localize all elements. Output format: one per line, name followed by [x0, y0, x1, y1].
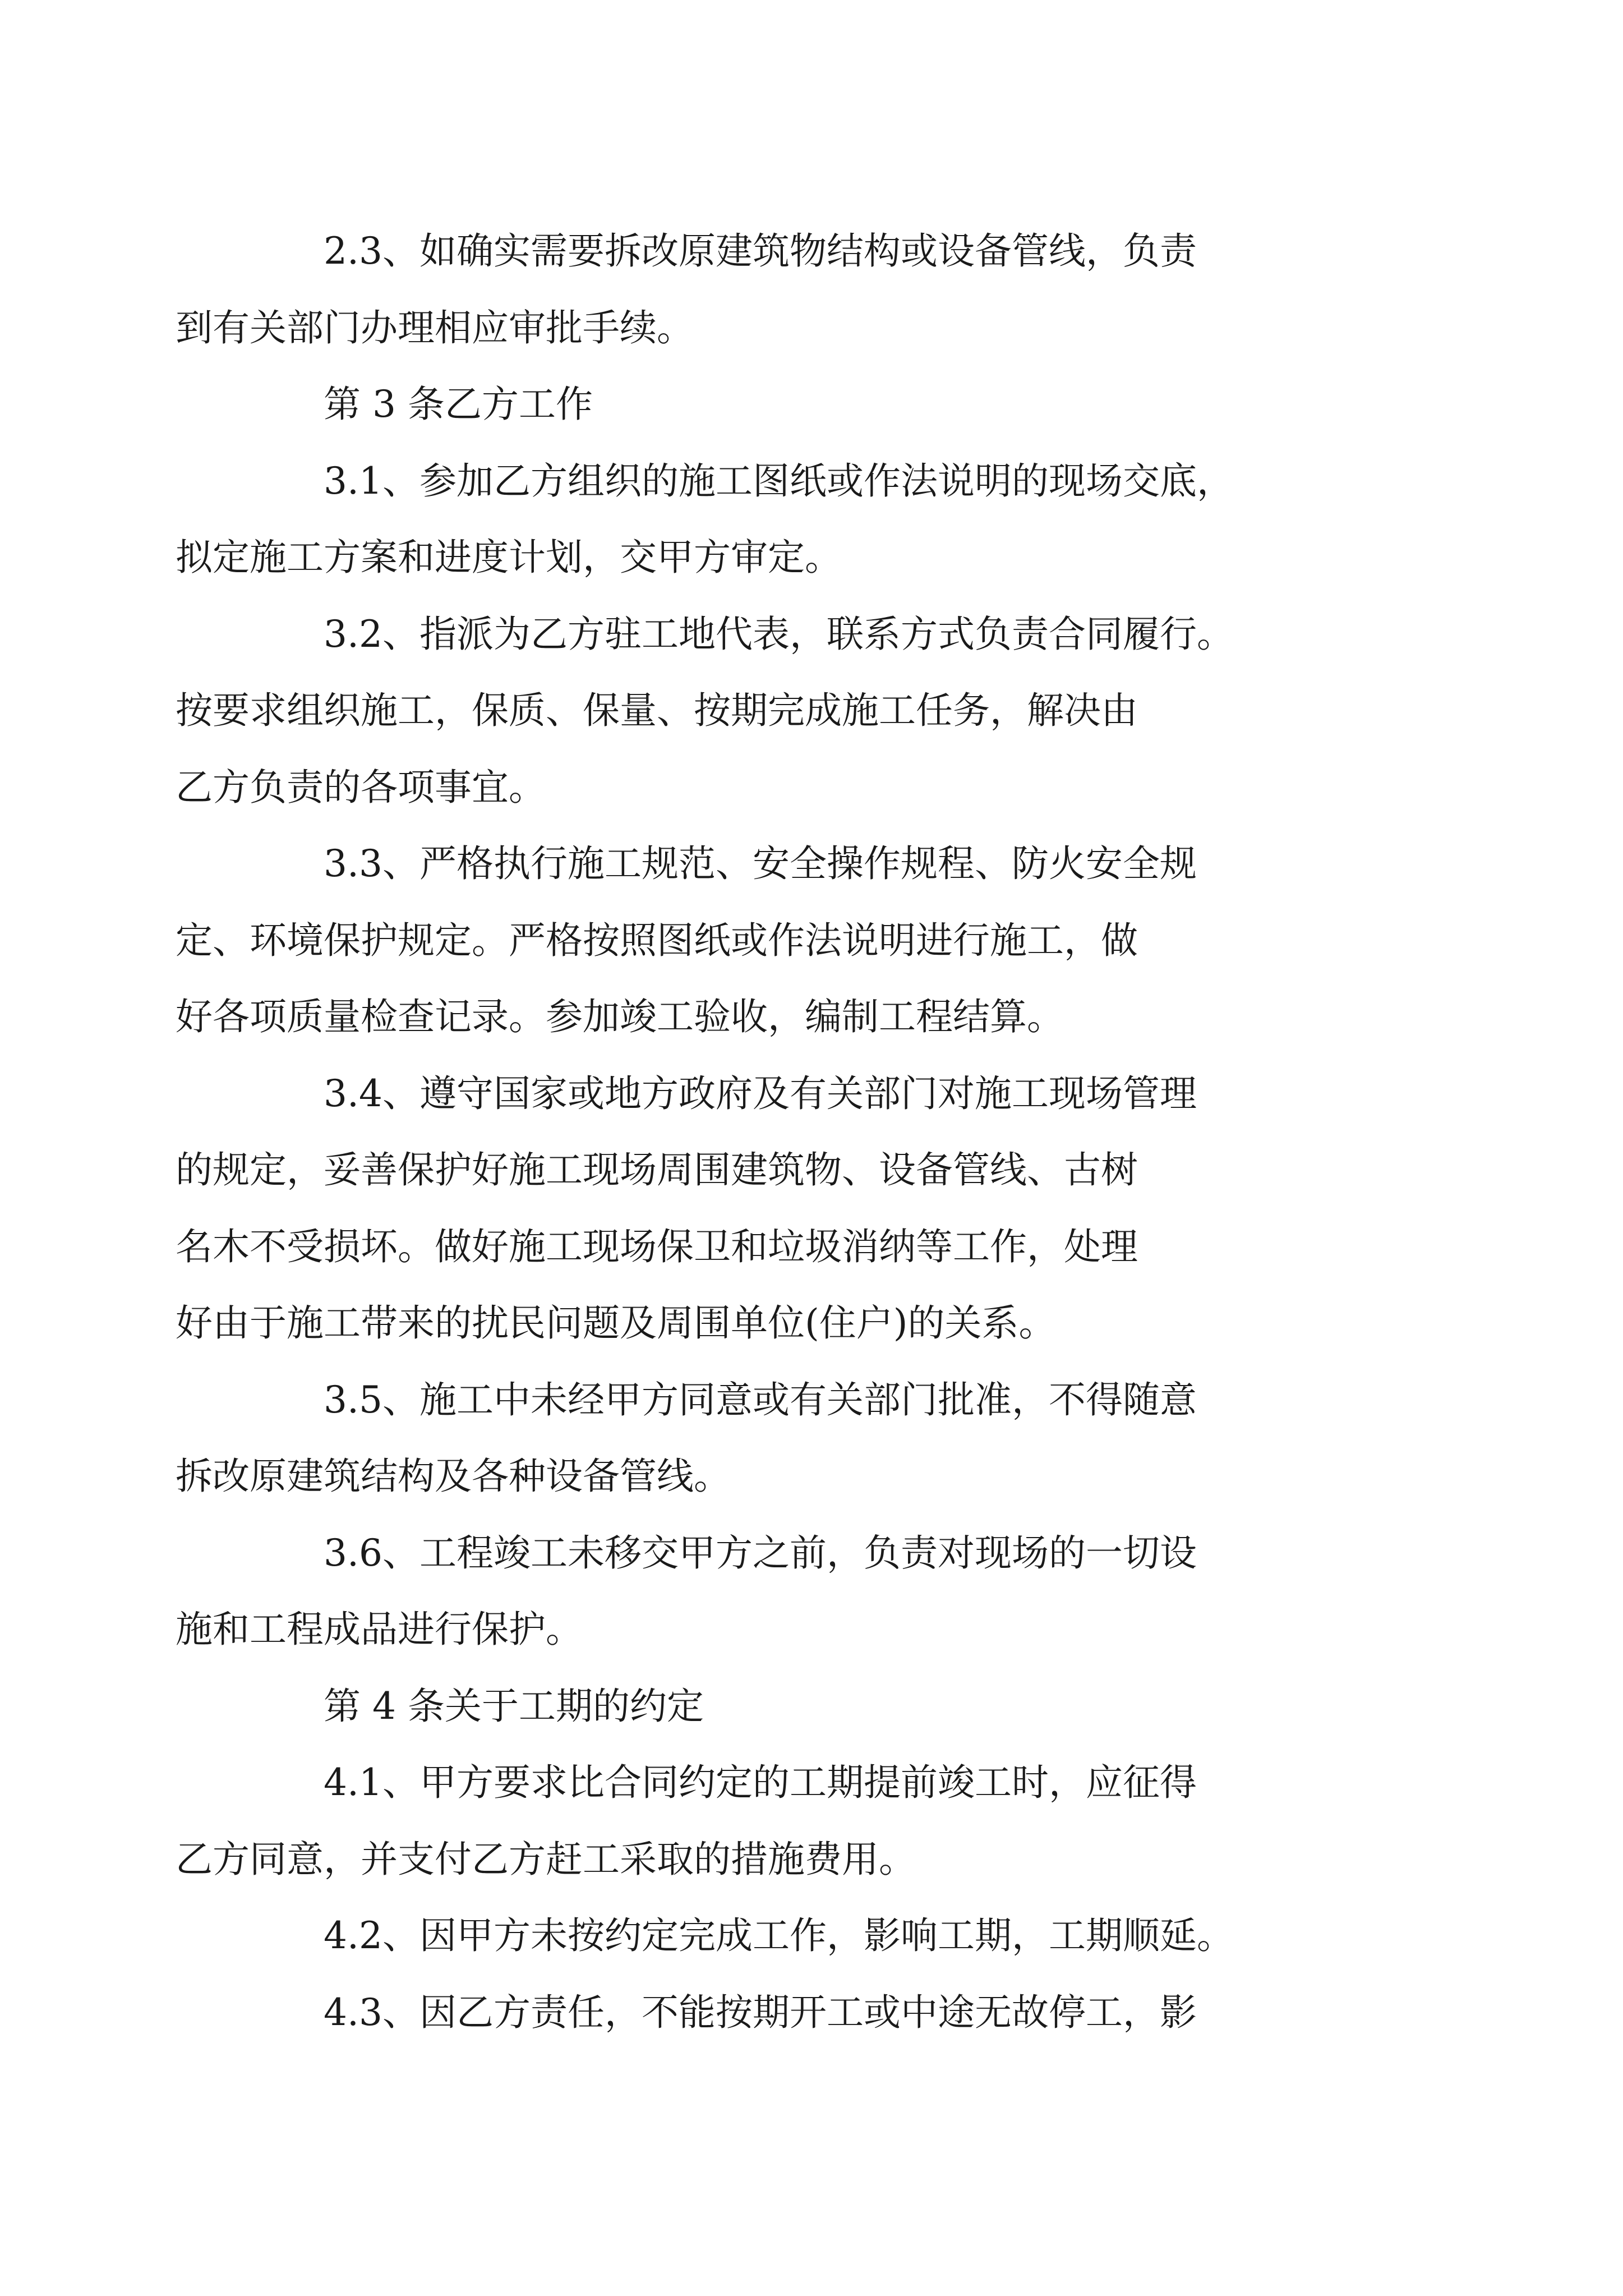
text-line: 按要求组织施工，保质、保量、按期完成施工任务，解决由: [176, 689, 1138, 732]
paragraph-3-2: [176, 596, 1388, 826]
text-line: 4.3、因乙方责任，不能按期开工或中途无故停工，影: [324, 1990, 1197, 2034]
section-heading-4: [250, 1668, 1388, 1745]
text-line: 拟定施工方案和进度计划，交甲方审定。: [176, 536, 842, 579]
text-line: 3.6、工程竣工未移交甲方之前，负责对现场的一切设: [324, 1531, 1197, 1575]
text-line: 3.4、遵守国家或地方政府及有关部门对施工现场管理: [324, 1071, 1197, 1115]
paragraph-3-6: [176, 1515, 1388, 1668]
paragraph-4-2: [250, 1898, 1388, 1975]
paragraph-3-5: [176, 1362, 1388, 1515]
paragraph-4-1: [176, 1745, 1388, 1898]
text-line: 3.3、严格执行施工规范、安全操作规程、防火安全规: [324, 842, 1197, 885]
text-line: 的规定，妥善保护好施工现场周围建筑物、设备管线、古树: [176, 1148, 1138, 1191]
text-line: 乙方同意，并支付乙方赶工采取的措施费用。: [176, 1837, 916, 1881]
paragraph-3-1: [176, 443, 1388, 596]
paragraph-3-4: [176, 1056, 1388, 1362]
text-line: 好由于施工带来的扰民问题及周围单位(住户)的关系。: [176, 1301, 1056, 1345]
text-line: 3.2、指派为乙方驻工地代表，联系方式负责合同履行。: [324, 612, 1234, 656]
text-line: 施和工程成品进行保护。: [176, 1608, 583, 1651]
paragraph-4-3: [250, 1975, 1388, 2051]
text-line: 2.3、如确实需要拆改原建筑物结构或设备管线，负责: [324, 229, 1197, 273]
text-line: 到有关部门办理相应审批手续。: [176, 306, 694, 349]
section-heading-3: [250, 366, 1388, 443]
text-line: 拆改原建筑结构及各种设备管线。: [176, 1455, 731, 1498]
paragraph-3-3: [176, 826, 1388, 1056]
document-body: [176, 213, 1388, 2051]
text-line: 乙方负责的各项事宜。: [176, 765, 546, 809]
text-line: 4.1、甲方要求比合同约定的工期提前竣工时，应征得: [324, 1761, 1197, 1804]
text-line: 好各项质量检查记录。参加竣工验收，编制工程结算。: [176, 995, 1064, 1038]
text-line: 名木不受损坏。做好施工现场保卫和垃圾消纳等工作，处理: [176, 1225, 1138, 1268]
text-line: 4.2、因甲方未按约定完成工作，影响工期，工期顺延。: [324, 1914, 1234, 1957]
paragraph-2-3: [176, 213, 1388, 366]
text-line: 第 3 条乙方工作: [324, 383, 593, 426]
text-line: 3.1、参加乙方组织的施工图纸或作法说明的现场交底，: [324, 459, 1234, 503]
text-line: 3.5、施工中未经甲方同意或有关部门批准，不得随意: [324, 1378, 1197, 1421]
text-line: 定、环境保护规定。严格按照图纸或作法说明进行施工，做: [176, 918, 1138, 962]
text-line: 第 4 条关于工期的约定: [324, 1684, 704, 1728]
